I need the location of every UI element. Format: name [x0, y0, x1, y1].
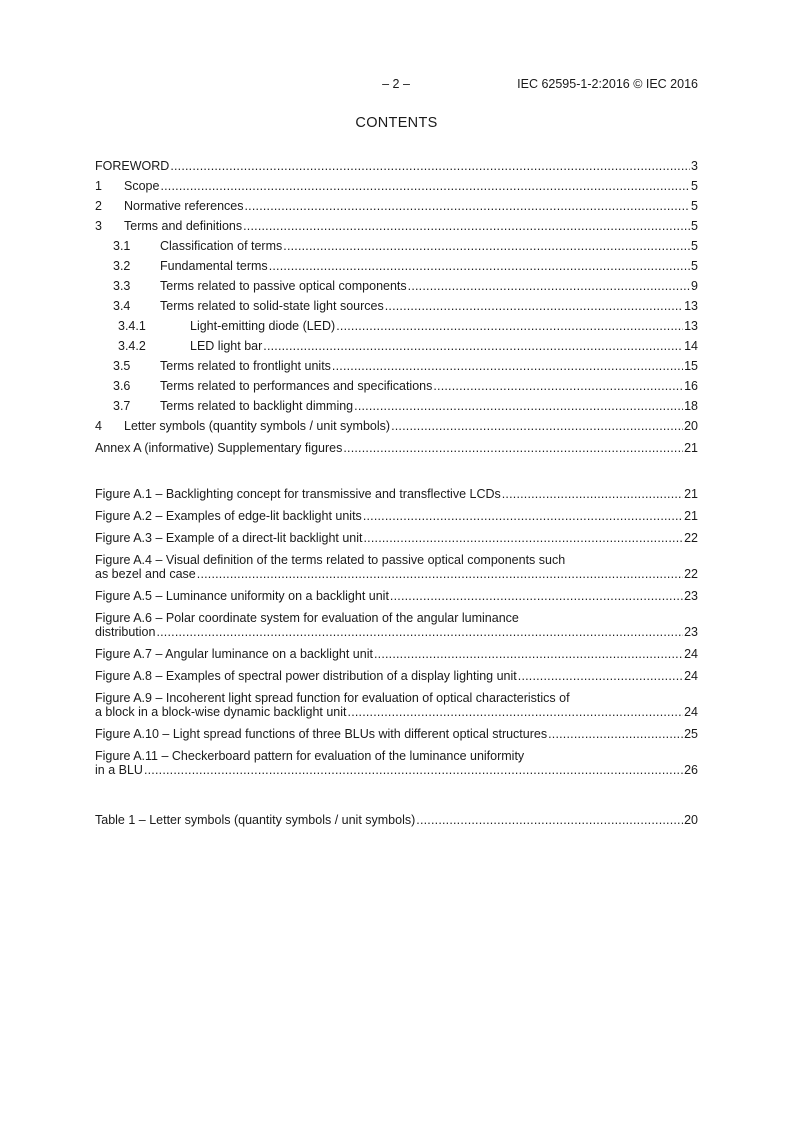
figure-entry-a8[interactable]: [95, 669, 698, 683]
toc-entry-label: Terms related to passive optical components: [160, 279, 407, 293]
figure-list: [95, 487, 698, 777]
figure-entry-label: Figure A.8 – Examples of spectral power distribution of a display lighting unit: [95, 669, 517, 683]
figure-entry-label: Figure A.3 – Example of a direct-lit backlight unit: [95, 531, 363, 545]
toc-entry-label: Scope: [124, 179, 160, 193]
toc-entry-page: 18: [684, 399, 698, 413]
toc-entry-page: 13: [684, 319, 698, 333]
figure-entry-label: Figure A.7 – Angular luminance on a backlight unit: [95, 647, 373, 661]
figure-entry-a3[interactable]: [95, 531, 698, 545]
toc-entry-label: Light-emitting diode (LED): [190, 319, 336, 333]
toc-entry-label: LED light bar: [190, 339, 263, 353]
figure-entry-page: 24: [684, 647, 698, 661]
toc-entry-page: 5: [691, 179, 698, 193]
toc-entry-3-7[interactable]: [95, 399, 698, 413]
toc-entry-normative-references[interactable]: [95, 199, 698, 213]
toc-entry-number: 3.5: [113, 359, 131, 373]
header-page-number: – 2 –: [382, 77, 410, 91]
toc-entry-label: FOREWORD: [95, 159, 170, 173]
toc-entry-label: Normative references: [124, 199, 244, 213]
toc-entry-number: 3.7: [113, 399, 131, 413]
toc-entry-3-2[interactable]: [95, 259, 698, 273]
header-document-reference: IEC 62595-1-2:2016 © IEC 2016: [517, 77, 698, 91]
toc-entry-page: 21: [684, 441, 698, 455]
figure-entry-page: 22: [684, 567, 698, 581]
figure-entry-label: Figure A.10 – Light spread functions of three BLUs with different optical structures: [95, 727, 548, 741]
toc-entry-number: 3.6: [113, 379, 131, 393]
figure-entry-page: 23: [684, 589, 698, 603]
figure-entry-a7[interactable]: [95, 647, 698, 661]
figure-entry-label-line1: Figure A.4 – Visual definition of the terms related to passive optical components such: [95, 553, 566, 567]
figure-entry-page: 21: [684, 509, 698, 523]
figure-entry-page: 23: [684, 625, 698, 639]
toc-entry-number: 3.4: [113, 299, 131, 313]
toc-list: [95, 159, 698, 455]
figure-entry-page: 24: [684, 705, 698, 719]
toc-entry-page: 5: [691, 259, 698, 273]
toc-entry-foreword[interactable]: [95, 159, 698, 173]
toc-entry-number: 3.4.1: [118, 319, 146, 333]
figure-entry-page: 25: [684, 727, 698, 741]
toc-entry-page: 14: [684, 339, 698, 353]
toc-entry-label: Terms and definitions: [124, 219, 243, 233]
figure-entry-label-line1: Figure A.11 – Checkerboard pattern for evaluation of the luminance uniformity: [95, 749, 525, 763]
figure-entry-label-line1: Figure A.9 – Incoherent light spread function for evaluation of optical characteristics of: [95, 691, 570, 705]
toc-entry-3-4[interactable]: [95, 299, 698, 313]
figure-entry-label: in a BLU: [95, 763, 143, 777]
toc-entry-scope[interactable]: [95, 179, 698, 193]
figure-entry-a11[interactable]: [95, 749, 698, 777]
toc-entry-3-4-2[interactable]: [95, 339, 698, 353]
toc-entry-page: 5: [691, 239, 698, 253]
figure-entry-label: a block in a block-wise dynamic backlight unit: [95, 705, 347, 719]
toc-entry-3-4-1[interactable]: [95, 319, 698, 333]
figure-entry-label-line1: Figure A.6 – Polar coordinate system for evaluation of the angular luminance: [95, 611, 519, 625]
toc-entry-letter-symbols[interactable]: [95, 419, 698, 433]
toc-entry-label: Terms related to backlight dimming: [160, 399, 354, 413]
toc-entry-3-1[interactable]: [95, 239, 698, 253]
toc-entry-page: 15: [684, 359, 698, 373]
figure-entry-label: as bezel and case: [95, 567, 196, 581]
toc-entry-label: Terms related to performances and specifications: [160, 379, 433, 393]
toc-entry-page: 3: [691, 159, 698, 173]
figure-entry-page: 22: [684, 531, 698, 545]
toc-entry-number: 4: [95, 419, 102, 433]
figure-entry-page: 26: [684, 763, 698, 777]
figure-entry-a1[interactable]: [95, 487, 698, 501]
toc-entry-annex-a[interactable]: [95, 441, 698, 455]
toc-entry-page: 20: [684, 419, 698, 433]
contents-title: CONTENTS: [355, 115, 438, 131]
toc-entry-page: 5: [691, 199, 698, 213]
figure-entry-page: 24: [684, 669, 698, 683]
table-list: [95, 813, 698, 827]
figure-entry-label: Figure A.2 – Examples of edge-lit backlight units: [95, 509, 362, 523]
toc-entry-label: Terms related to frontlight units: [160, 359, 331, 373]
toc-entry-label: Classification of terms: [160, 239, 283, 253]
table-entry-page: 20: [684, 813, 698, 827]
toc-entry-label: Fundamental terms: [160, 259, 268, 273]
toc-entry-terms-and-definitions[interactable]: [95, 219, 698, 233]
toc-entry-3-6[interactable]: [95, 379, 698, 393]
toc-entry-page: 16: [684, 379, 698, 393]
toc-entry-label: Terms related to solid-state light sources: [160, 299, 384, 313]
toc-entry-page: 5: [691, 219, 698, 233]
toc-entry-number: 1: [95, 179, 102, 193]
figure-entry-a2[interactable]: [95, 509, 698, 523]
toc-entry-label: Annex A (informative) Supplementary figures: [95, 441, 343, 455]
figure-entry-label: Figure A.1 – Backlighting concept for transmissive and transflective LCDs: [95, 487, 501, 501]
toc-entry-number: 3: [95, 219, 102, 233]
figure-entry-label: distribution: [95, 625, 156, 639]
figure-entry-a10[interactable]: [95, 727, 698, 741]
figure-entry-a6[interactable]: [95, 611, 698, 639]
figure-entry-a5[interactable]: [95, 589, 698, 603]
figure-entry-a9[interactable]: [95, 691, 698, 719]
toc-entry-number: 3.4.2: [118, 339, 146, 353]
toc-entry-3-5[interactable]: [95, 359, 698, 373]
table-entry-1[interactable]: [95, 813, 698, 827]
toc-entry-page: 13: [684, 299, 698, 313]
figure-entry-page: 21: [684, 487, 698, 501]
toc-entry-number: 3.1: [113, 239, 131, 253]
figure-entry-label: Figure A.5 – Luminance uniformity on a backlight unit: [95, 589, 389, 603]
toc-entry-number: 3.2: [113, 259, 131, 273]
toc-entry-number: 3.3: [113, 279, 131, 293]
table-entry-label: Table 1 – Letter symbols (quantity symbols / unit symbols): [95, 813, 416, 827]
toc-entry-label: Letter symbols (quantity symbols / unit symbols): [124, 419, 391, 433]
toc-entry-3-3[interactable]: [95, 279, 698, 293]
toc-entry-page: 9: [691, 279, 698, 293]
toc-entry-number: 2: [95, 199, 102, 213]
figure-entry-a4[interactable]: [95, 553, 698, 581]
